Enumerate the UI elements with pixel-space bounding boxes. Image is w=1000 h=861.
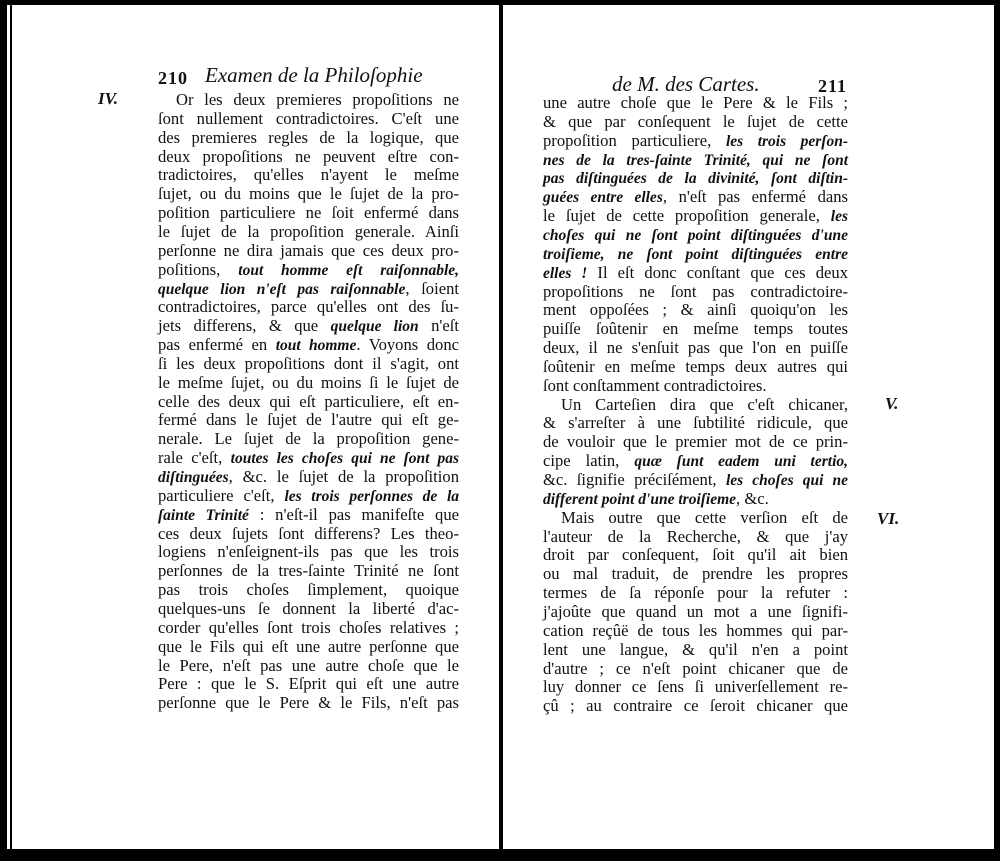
italic-text: quelque lion [330,318,419,336]
text-run: propoſitions ne ſont pas contradictoire- [543,281,848,301]
italic-text: quelque lion n'eſt pas raiſonnable [158,280,406,298]
margin-note-iv: IV. [98,89,119,108]
text-run: . Voyons donc [356,335,459,355]
text-run: d'autre ; ce n'eſt point chicaner que de [543,658,848,678]
text-line [543,206,848,225]
text-line [158,693,459,712]
text-run: l'auteur de la Recherche, & que j'ay [543,526,848,546]
italic-text: nes de la tres-ſainte Trinité, qui ne ſont [543,151,848,169]
text-line [158,656,459,675]
text-line [543,395,848,414]
text-line [158,580,459,599]
text-line [543,225,848,244]
text-line [158,467,459,486]
text-line [543,376,848,395]
text-line [543,677,848,696]
text-run: , ſoient [405,278,459,298]
italic-text: tout homme [275,337,357,355]
text-run: , &c. le ſujet de la propoſition [228,467,459,486]
text-run: le meſme ſujet, ou du moins ſi le ſujet de [158,372,459,392]
left-page-text [158,90,459,730]
text-line [543,244,848,263]
right-running-head: de M. des Cartes. [612,72,760,96]
text-run: perſonne ne dira jamais que ces deux pro- [158,240,459,260]
text-line [543,357,848,376]
text-line [158,297,459,316]
italic-text: tout homme eſt raiſonnable, [238,261,459,279]
text-run: ſujet, ou du moins que le ſujet de la pro- [158,184,459,204]
text-line [543,508,848,527]
italic-text: les choſes qui ne [725,472,849,489]
text-line [158,165,459,184]
text-run: ſoûtenir en meſme temps deux autres qui [543,356,848,376]
text-line [158,618,459,637]
text-line [158,542,459,561]
text-line [158,109,459,128]
italic-text: elles ! [543,264,588,282]
italic-text: les [830,208,848,226]
italic-text: pas diſtinguées de la divinité, ſont diſtin- [543,170,848,188]
text-run: nerale. Le ſujet de la propoſition gene- [158,429,459,449]
text-run: le Pere, n'eſt pas une autre choſe que le [158,655,459,675]
text-line [543,470,848,489]
italic-text: les trois perſonnes de la [284,487,459,505]
text-line [543,187,848,206]
text-run: contradictoires, parce qu'elles ont des ſu- [158,297,459,317]
text-line [543,131,848,150]
text-line [543,545,848,564]
scan-border-right [994,0,1000,861]
text-line [158,524,459,543]
text-run: une autre choſe que le Pere & le Fils ; [543,93,848,112]
text-run: pas enfermé en [158,335,276,355]
text-run: que le Fils qui eſt une autre perſonne que [158,636,459,656]
book-gutter [499,0,503,861]
text-run: Il eſt donc conſtant que ces deux [587,262,849,282]
text-line [158,241,459,260]
right-page-number: 211 [818,76,848,96]
text-run: , n'eſt pas enfermé dans [662,187,848,207]
text-run: & que par conſequent le ſujet de cette [543,111,848,131]
text-line [158,90,459,109]
text-run: ou mal traduit, de prendre les propres [543,564,848,584]
text-line [543,696,848,715]
text-line [543,432,848,451]
text-run: jets differens, & que [158,316,331,336]
italic-text: different point d'une troiſieme [543,490,737,508]
text-run: quelques-uns ſe donnent la liberté d'ac- [158,598,459,618]
left-running-head: Examen de la Philoſophie [205,63,423,87]
text-run: logiens n'enſeignent-ils pas que les trois [158,542,459,562]
text-run: droit par conſequent, ſoit qu'il ait bien [543,545,848,565]
text-line [158,354,459,373]
italic-text: diſtinguées [158,469,229,486]
text-line [543,413,848,432]
text-line [158,128,459,147]
text-line [158,637,459,656]
margin-note-v: V. [885,394,899,413]
text-run: Pere : que le S. Eſprit qui eſt une autre [158,674,459,694]
text-run: particuliere c'eſt, [158,485,285,505]
text-run: lent une langue, & qu'il n'en a point [543,639,848,659]
text-line [543,168,848,187]
text-line [543,93,848,112]
text-run: ment oppoſées ; & ainſi quoiqu'on les [543,300,848,320]
text-run: , &c. [736,488,769,508]
text-line [543,112,848,131]
text-line [543,659,848,678]
text-run: luy donner ce ſens ſi univerſellement re- [543,677,848,697]
text-run: ſont conſtamment contradictoires. [543,375,767,395]
text-run: j'ajoûte que quand un mot a une ſignifi- [543,601,848,621]
text-run: ſont nullement contradictoires. C'eſt une [158,108,459,128]
text-run: propoſition particuliere, [543,130,726,150]
text-run: Un Carteſien dira que c'eſt chicaner, [561,394,848,414]
text-run: pas trois choſes ſimplement, quoique [158,580,459,600]
text-line [158,410,459,429]
text-line [158,316,459,335]
text-run: Mais outre que cette verſion eſt de [561,507,848,527]
text-line [543,564,848,583]
text-run: deux, il ne s'enſuit pas que l'on en puiſſe [543,338,848,358]
text-run: n'eſt [418,316,459,336]
text-run: &c. ſignifie préciſément, [543,470,726,489]
text-line [158,260,459,279]
text-run: perſonnes de la tres-ſainte Trinité ne ſont [158,561,459,581]
text-run: ces deux ſujets ſont differens? Les theo- [158,523,459,543]
text-run: poſitions, [158,259,239,279]
text-run: puiſſe ſoûtenir en meſme temps toutes [543,319,848,339]
text-run: corder qu'elles ſont trois choſes relatives ; [158,617,459,637]
text-line [543,282,848,301]
text-line [543,451,848,470]
text-line [158,203,459,222]
text-line [158,486,459,505]
text-line [543,300,848,319]
text-run: le ſujet de cette propoſition generale, [543,206,831,226]
text-line [158,674,459,693]
text-line [158,448,459,467]
italic-text: ſainte Trinité [158,506,249,524]
italic-text: quæ ſunt eadem uni tertio, [634,453,849,471]
text-line [158,184,459,203]
text-line [158,373,459,392]
text-line [158,335,459,354]
margin-note-vi: VI. [877,509,900,528]
text-run: perſonne que le Pere & le Fils, n'eſt pas [158,693,459,713]
text-line [543,602,848,621]
text-run: poſition particuliere ne ſoit enfermé dans [158,203,459,223]
italic-text: les trois perſon- [726,132,848,150]
text-line [543,150,848,169]
right-page-text [543,93,848,733]
text-line [158,147,459,166]
text-run: de vouloir que le premier mot de ce prin- [543,432,848,452]
text-line [543,319,848,338]
text-line [543,338,848,357]
text-line [158,279,459,298]
text-run: tradictoires, qu'elles n'ayent le meſme [158,165,459,185]
text-run: cation reçûë de tous les hommes qui par- [543,620,848,640]
text-line [158,429,459,448]
text-run: cipe latin, [543,451,635,471]
text-line [543,640,848,659]
text-line [543,263,848,282]
text-run: rale c'eſt, [158,448,231,468]
text-line [543,583,848,602]
scan-border-left [0,0,7,861]
text-line [543,489,848,508]
italic-text: guées entre elles [543,189,663,207]
scan-border-left-inner [10,0,12,861]
text-run: le ſujet de la propoſition generale. Ainſi [158,221,459,241]
text-line [158,392,459,411]
text-line [158,561,459,580]
text-run: çû ; au contraire ce ſeroit chicaner que [543,696,848,716]
left-page-number: 210 [158,68,188,88]
text-run: ſi les deux propoſitions dont il s'agit, ont [158,353,459,373]
text-line [543,621,848,640]
text-run: Or les deux premieres propoſitions ne [176,90,459,109]
italic-text: troiſieme, ne ſont point diſtinguées entre [543,245,848,263]
text-line [158,599,459,618]
text-run: fermé dans le ſujet de l'autre qui eſt ge- [158,410,459,430]
text-run: : n'eſt-il pas manifeſte que [248,504,459,524]
text-line [158,222,459,241]
text-line [158,505,459,524]
text-run: celle des deux qui eſt particuliere, eſt en- [158,391,459,411]
text-run: termes de ſa réponſe pour la refuter : [543,583,848,603]
text-run: & s'arreſter à une ſubtilité ridicule, que [543,413,848,433]
italic-text: choſes qui ne ſont point diſtinguées d'une [543,226,848,244]
text-line [543,527,848,546]
italic-text: toutes les choſes qui ne ſont pas [230,450,459,468]
text-run: deux propoſitions ne peuvent eſtre con- [158,146,459,166]
text-run: des premieres regles de la logique, que [158,127,459,147]
